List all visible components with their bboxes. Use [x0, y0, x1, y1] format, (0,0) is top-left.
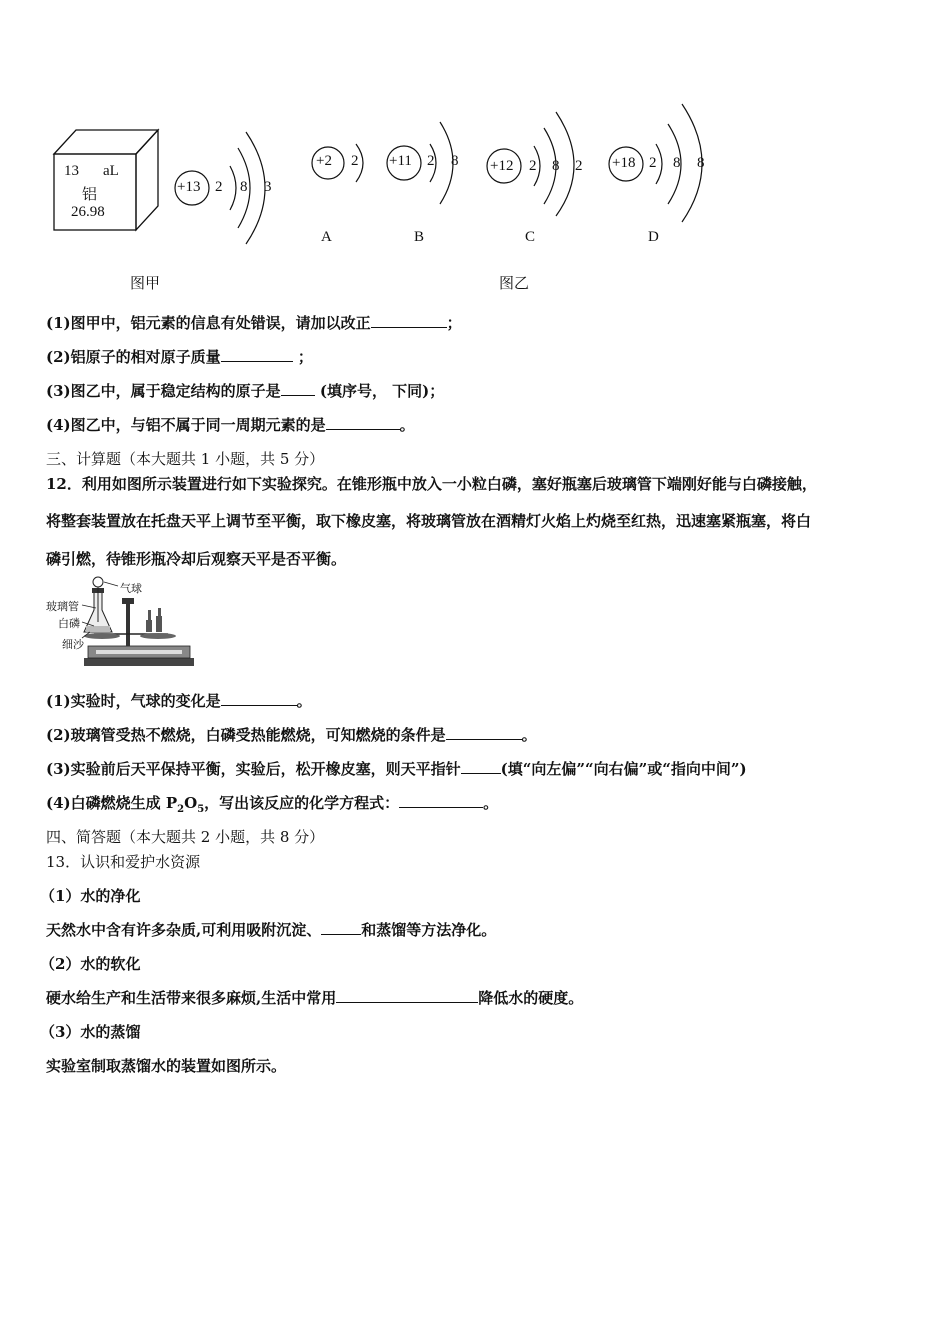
q13-text-3: 实验室制取蒸馏水的装置如图所示。: [46, 1057, 287, 1075]
q11-part4: [46, 414, 415, 435]
section-3-heading: 三、计算题（本大题共 1 小题，共 5 分）: [46, 450, 325, 468]
q13-heading-2: （2）水的软化: [40, 955, 141, 973]
atom-c-shell-1: 2: [529, 158, 537, 174]
q13-text-1a: 天然水中含有许多杂质,可利用吸附沉淀、: [46, 921, 322, 939]
q12-part2-end: 。: [521, 726, 537, 744]
q13-text-2b: 降低水的硬度。: [478, 989, 584, 1007]
q12-part4-sub2: 5: [197, 804, 205, 815]
q13-text-1: [46, 919, 496, 940]
q11-part1-text: (1)图甲中，铝元素的信息有处错误，请加以改正: [46, 314, 371, 332]
q12-stem-line1: 12．利用如图所示装置进行如下实验探究。在锥形瓶中放入一小粒白磷，塞好瓶塞后玻璃管下端刚好能与白磷接触，: [46, 475, 817, 493]
atom-b-nucleus: +11: [389, 153, 412, 169]
q12-part3-text: (3)实验前后天平保持平衡，实验后，松开橡皮塞，则天平指针: [46, 760, 461, 778]
q12-part1-text: (1)实验时，气球的变化是: [46, 692, 221, 710]
q12-part3-blank[interactable]: [461, 759, 501, 774]
aluminum-shell-2: 8: [240, 179, 248, 195]
q12-part4-text-a: (4)白磷燃烧生成 P: [46, 794, 178, 812]
q11-part4-text: (4)图乙中，与铝不属于同一周期元素的是: [46, 416, 326, 434]
q11-part1-end: ；: [446, 314, 462, 332]
label-balloon: 气球: [120, 582, 142, 595]
section-4-heading: 四、简答题（本大题共 2 小题，共 8 分）: [46, 828, 325, 846]
q13-heading-1: （1）水的净化: [40, 887, 141, 905]
q13-stem: 13．认识和爱护水资源: [46, 853, 201, 871]
element-name: 铝: [82, 185, 98, 203]
caption-figure-yi: 图乙: [499, 274, 530, 292]
q12-part4-blank[interactable]: [399, 793, 483, 808]
q12-part4-text-b: O: [184, 794, 198, 812]
aluminum-shell-1: 2: [215, 179, 223, 195]
q12-part3-end: (填“向左偏”“向右偏”或“指向中间”): [500, 760, 747, 778]
q12-part2-blank[interactable]: [446, 725, 522, 740]
q13-text-1b: 和蒸馏等方法净化。: [361, 921, 497, 939]
q11-part3-text: (3)图乙中，属于稳定结构的原子是: [46, 382, 281, 400]
q11-part2-text: (2)铝原子的相对原子质量: [46, 348, 221, 366]
label-glass-tube: 玻璃管: [46, 600, 79, 613]
atom-a-letter: A: [321, 229, 332, 245]
q12-part1-end: 。: [296, 692, 312, 710]
q12-stem-line3: 磷引燃，待锥形瓶冷却后观察天平是否平衡。: [46, 550, 347, 568]
atom-d-nucleus: +18: [612, 155, 636, 171]
q12-part1-blank[interactable]: [221, 691, 297, 706]
q12-part4-sub1: 2: [177, 804, 185, 815]
q11-part2-end: ；: [292, 348, 313, 366]
q13-text-2: [46, 987, 583, 1008]
element-symbol: aL: [103, 163, 119, 179]
q12-part1: [46, 690, 312, 711]
q12-part4-text-c: ，写出该反应的化学方程式：: [204, 794, 400, 812]
q11-part3: [46, 380, 444, 401]
atom-a-shell-1: 2: [351, 153, 359, 169]
q12-part2: [46, 724, 537, 745]
q11-part2: [46, 346, 313, 367]
q11-part4-end: 。: [399, 416, 415, 434]
q13-text-2a: 硬水给生产和生活带来很多麻烦,生活中常用: [46, 989, 337, 1007]
caption-figure-jia: 图甲: [130, 274, 161, 292]
atom-d-letter: D: [648, 229, 659, 245]
q13-blank-2[interactable]: [336, 988, 478, 1003]
atom-d-shell-3: 8: [697, 155, 705, 171]
atom-c-letter: C: [525, 229, 536, 245]
q12-part4-end: 。: [483, 794, 499, 812]
atom-c-nucleus: +12: [490, 158, 514, 174]
atom-c-shell-3: 2: [575, 158, 583, 174]
q11-part3-blank[interactable]: [281, 381, 315, 396]
q13-blank-1[interactable]: [321, 920, 361, 935]
atom-d-shell-1: 2: [649, 155, 657, 171]
aluminum-nucleus: +13: [177, 179, 201, 195]
q11-part3-end: (填序号， 下同)；: [314, 382, 445, 400]
q11-part1: [46, 312, 462, 333]
atom-c-shell-2: 8: [552, 158, 560, 174]
aluminum-shell-3: 3: [264, 179, 272, 195]
q11-part1-blank[interactable]: [371, 313, 447, 328]
q12-part2-text: (2)玻璃管受热不燃烧，白磷受热能燃烧，可知燃烧的条件是: [46, 726, 446, 744]
q11-part4-blank[interactable]: [326, 415, 400, 430]
atom-d-shell-2: 8: [673, 155, 681, 171]
q13-heading-3: （3）水的蒸馏: [40, 1023, 141, 1041]
label-white-phosphorus: 白磷: [58, 617, 80, 630]
atom-b-shell-1: 2: [427, 153, 435, 169]
q11-part2-blank[interactable]: [221, 347, 293, 362]
atom-a-nucleus: +2: [316, 153, 332, 169]
element-mass: 26.98: [71, 204, 105, 220]
label-fine-sand: 细沙: [62, 638, 84, 651]
q12-stem-line2: 将整套装置放在托盘天平上调节至平衡，取下橡皮塞，将玻璃管放在酒精灯火焰上灼烧至红热，迅速塞紧瓶塞，将白: [46, 512, 812, 530]
q12-part3: [46, 758, 747, 779]
q12-part4: [46, 792, 498, 815]
atom-b-letter: B: [414, 229, 425, 245]
element-cube: [50, 126, 162, 234]
element-atomic-number: 13: [64, 163, 79, 179]
atom-b-shell-2: 8: [451, 153, 459, 169]
